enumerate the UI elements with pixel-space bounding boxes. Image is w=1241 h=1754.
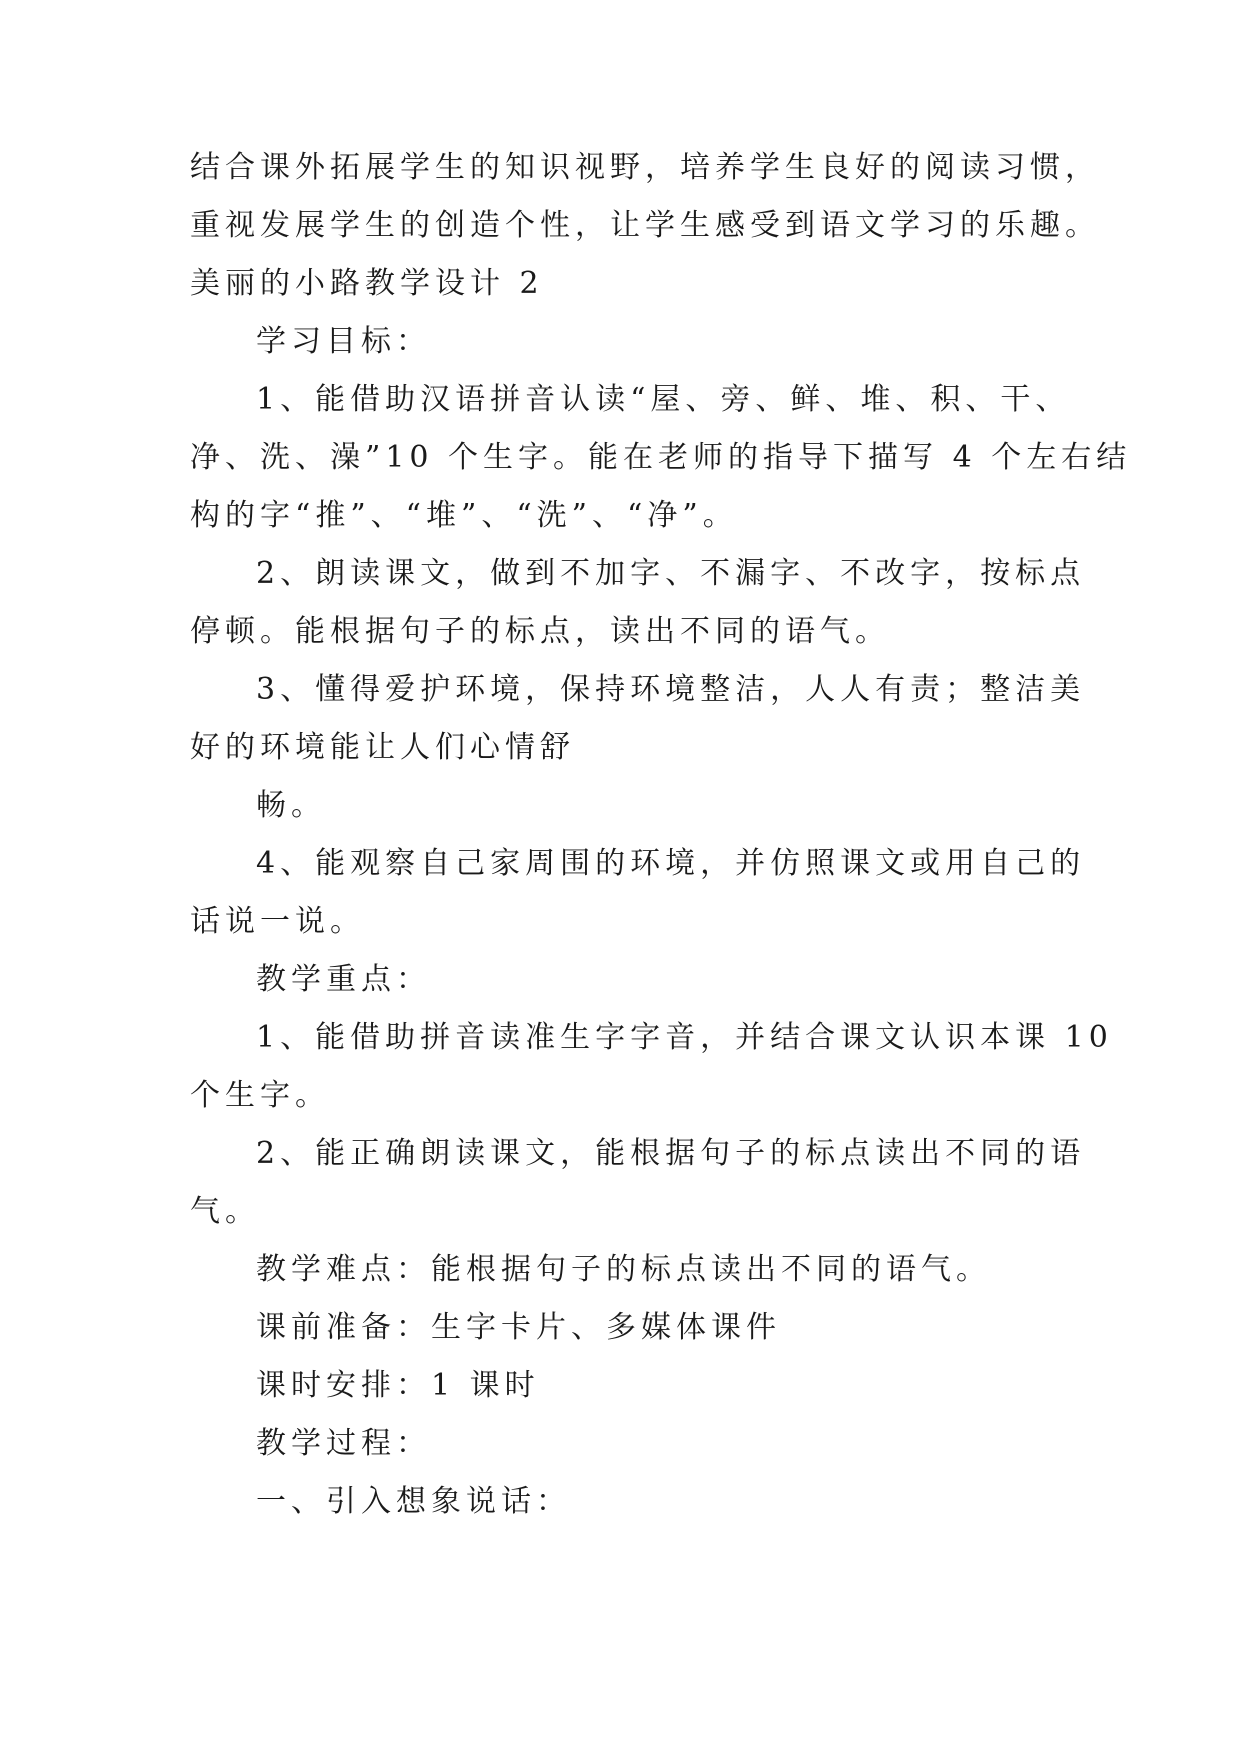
- text-line: 4、能观察自己家周围的环境，并仿照课文或用自己的: [256, 846, 1086, 881]
- text-line: 净、洗、澡”10 个生字。能在老师的指导下描写 4 个左右结: [190, 440, 1132, 475]
- heading-learning-objectives: 学习目标：: [256, 324, 431, 359]
- text-line: 气。: [190, 1194, 260, 1229]
- text-line: 教学难点：能根据句子的标点读出不同的语气。: [256, 1252, 991, 1287]
- text-line: 2、朗读课文，做到不加字、不漏字、不改字，按标点: [256, 556, 1086, 591]
- text-line: 停顿。能根据句子的标点，读出不同的语气。: [190, 614, 890, 649]
- heading-teaching-process: 教学过程：: [256, 1426, 431, 1461]
- text-line: 1、能借助拼音读准生字字音，并结合课文认识本课 10: [256, 1020, 1113, 1055]
- text-line: 构的字“推”、“堆”、“洗”、“净”。: [190, 498, 738, 533]
- text-line: 结合课外拓展学生的知识视野，培养学生良好的阅读习惯，: [190, 150, 1100, 185]
- text-line: 话说一说。: [190, 904, 365, 939]
- text-line: 2、能正确朗读课文，能根据句子的标点读出不同的语: [256, 1136, 1086, 1171]
- text-line: 一、引入想象说话：: [256, 1484, 571, 1519]
- heading-teaching-focus: 教学重点：: [256, 962, 431, 997]
- text-line: 课前准备：生字卡片、多媒体课件: [256, 1310, 781, 1345]
- text-line: 个生字。: [190, 1078, 330, 1113]
- text-line: 畅。: [256, 788, 326, 823]
- text-line: 重视发展学生的创造个性，让学生感受到语文学习的乐趣。: [190, 208, 1100, 243]
- text-line: 3、懂得爱护环境，保持环境整洁，人人有责；整洁美: [256, 672, 1086, 707]
- text-line: 好的环境能让人们心情舒: [190, 730, 575, 765]
- section-title: 美丽的小路教学设计 2: [190, 266, 544, 301]
- text-line: 1、能借助汉语拼音认读“屋、旁、鲜、堆、积、干、: [256, 382, 1071, 417]
- text-line: 课时安排：1 课时: [256, 1368, 540, 1403]
